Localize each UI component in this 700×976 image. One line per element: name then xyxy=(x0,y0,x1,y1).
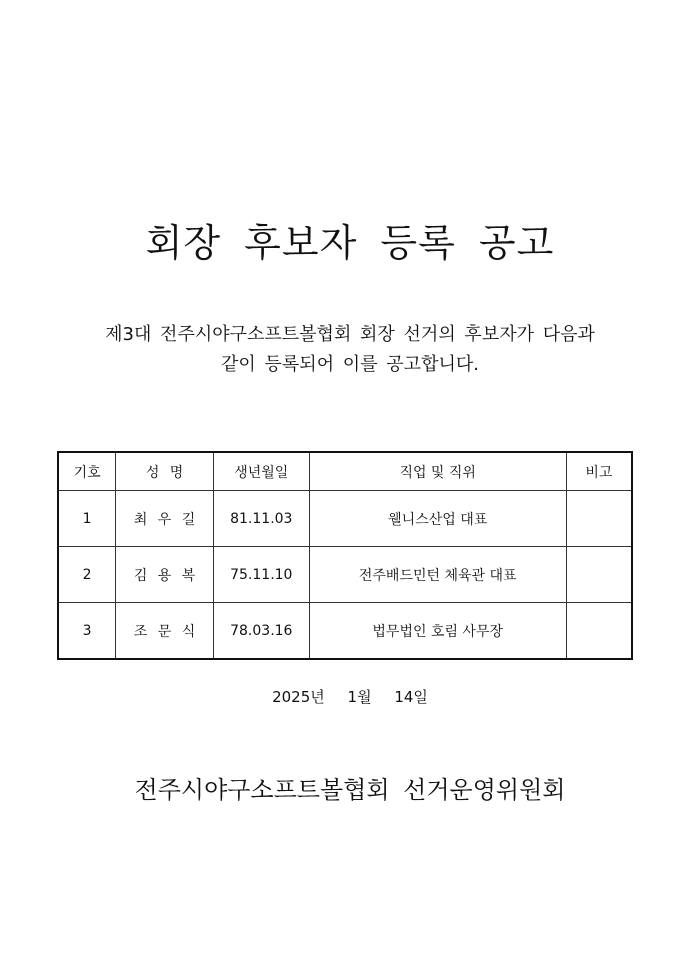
announcement-date: 2025년 1월 14일 xyxy=(272,688,428,706)
table-row xyxy=(58,603,632,660)
header-remarks: 비고 xyxy=(566,452,632,491)
cell-name: 김 용 복 xyxy=(116,547,214,603)
table-row xyxy=(58,491,632,547)
cell-birthdate: 78.03.16 xyxy=(213,603,309,660)
announcement-line-2: 같이 등록되어 이를 공고합니다. xyxy=(221,354,479,375)
table-header-row xyxy=(58,452,632,491)
cell-remarks xyxy=(566,603,632,660)
header-birthdate: 생년월일 xyxy=(213,452,309,491)
organization-name: 전주시야구소프트볼협회 선거운영위원회 xyxy=(134,776,566,804)
header-occupation: 직업 및 직위 xyxy=(309,452,566,491)
cell-occupation: 법무법인 호림 사무장 xyxy=(309,603,566,660)
cell-number: 2 xyxy=(58,547,116,603)
candidate-table xyxy=(57,451,633,660)
cell-name: 조 문 식 xyxy=(116,603,214,660)
cell-occupation: 전주배드민턴 체육관 대표 xyxy=(309,547,566,603)
document-title: 회장 후보자 등록 공고 xyxy=(145,221,555,265)
cell-birthdate: 75.11.10 xyxy=(213,547,309,603)
cell-number: 3 xyxy=(58,603,116,660)
header-name: 성 명 xyxy=(116,452,214,491)
cell-remarks xyxy=(566,547,632,603)
announcement-line-1: 제3대 전주시야구소프트볼협회 회장 선거의 후보자가 다음과 xyxy=(105,324,595,345)
table-row xyxy=(58,547,632,603)
cell-remarks xyxy=(566,491,632,547)
cell-number: 1 xyxy=(58,491,116,547)
cell-occupation: 웰니스산업 대표 xyxy=(309,491,566,547)
announcement-text xyxy=(0,320,700,380)
header-number: 기호 xyxy=(58,452,116,491)
cell-birthdate: 81.11.03 xyxy=(213,491,309,547)
cell-name: 최 우 길 xyxy=(116,491,214,547)
